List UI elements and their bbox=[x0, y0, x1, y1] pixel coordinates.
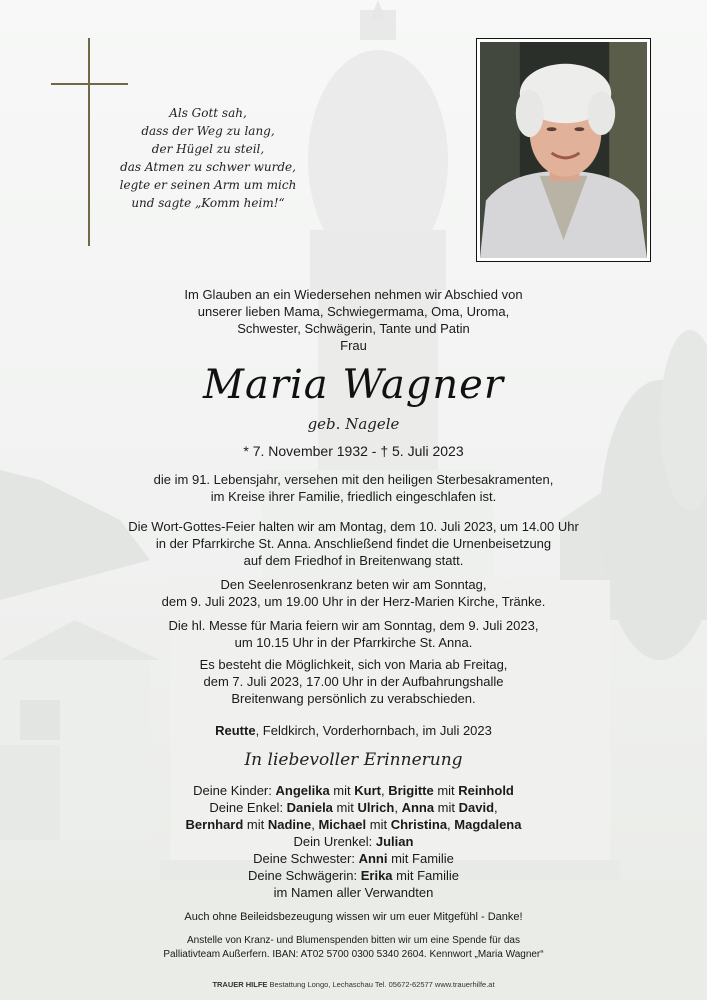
family-grandchildren-2 bbox=[0, 816, 707, 833]
family-sister bbox=[0, 850, 707, 867]
family-text: mit bbox=[366, 817, 391, 832]
intro-line: Schwester, Schwägerin, Tante und Patin bbox=[237, 321, 470, 336]
family-name: Kurt bbox=[354, 783, 381, 798]
place-date bbox=[0, 722, 707, 739]
passing-line: die im 91. Lebensjahr, versehen mit den heiligen Sterbesakramenten, bbox=[153, 472, 554, 487]
place-town: Reutte bbox=[215, 723, 256, 738]
family-text: mit Familie bbox=[392, 868, 459, 883]
family-text: , bbox=[394, 800, 402, 815]
footer-brand: TRAUER HILFE bbox=[212, 980, 268, 989]
place-rest: , Feldkirch, Vorderhornbach, im Juli 2023 bbox=[255, 723, 492, 738]
ceremony-line: in der Pfarrkirche St. Anna. Anschließend findet die Urnenbeisetzung bbox=[155, 536, 552, 551]
family-text: , bbox=[447, 817, 455, 832]
family-name: Nadine bbox=[267, 817, 312, 832]
family-grandchildren bbox=[0, 799, 707, 816]
poem-line: das Atmen zu schwer wurde, bbox=[120, 160, 296, 174]
family-children bbox=[0, 782, 707, 799]
family-name: Christina bbox=[390, 817, 448, 832]
ceremony-line: Die Wort-Gottes-Feier halten wir am Montag, dem 10. Juli 2023, um 14.00 Uhr bbox=[128, 519, 579, 534]
intro-line: unserer lieben Mama, Schwiegermama, Oma, Uroma, bbox=[197, 304, 510, 319]
family-sister-in-law bbox=[0, 867, 707, 884]
poem-line: der Hügel zu steil, bbox=[151, 142, 265, 156]
family-text: mit bbox=[433, 783, 459, 798]
rosary-line: Den Seelenrosenkranz beten wir am Sonntag, bbox=[220, 577, 487, 592]
farewell-line: Es besteht die Möglichkeit, sich von Maria ab Freitag, bbox=[199, 657, 508, 672]
rosary-line: dem 9. Juli 2023, um 19.00 Uhr in der Herz-Marien Kirche, Tränke. bbox=[161, 594, 546, 609]
intro-line: Im Glauben an ein Wiedersehen nehmen wir Abschied von bbox=[184, 287, 523, 302]
family-text: Deine Kinder: bbox=[193, 783, 276, 798]
family-great-grandchild bbox=[0, 833, 707, 850]
family-text: Deine Schwester: bbox=[253, 851, 359, 866]
memory-heading: In liebevoller Erinnerung bbox=[244, 750, 463, 770]
farewell-text bbox=[0, 656, 707, 707]
family-name: Reinhold bbox=[458, 783, 514, 798]
donation-line: Anstelle von Kranz- und Blumenspenden bitten wir um eine Spende für das bbox=[187, 935, 520, 946]
life-dates: * 7. November 1932 - † 5. Juli 2023 bbox=[243, 443, 464, 459]
portrait-photo bbox=[476, 38, 651, 262]
family-name: Julian bbox=[375, 834, 414, 849]
family-text: mit bbox=[332, 800, 358, 815]
family-text: Deine Enkel: bbox=[209, 800, 287, 815]
family-name: Ulrich bbox=[357, 800, 395, 815]
family-text: , bbox=[380, 783, 389, 798]
intro-frau: Frau bbox=[340, 338, 367, 353]
farewell-line: Breitenwang persönlich zu verabschieden. bbox=[231, 691, 476, 706]
family-name: Angelika bbox=[275, 783, 330, 798]
cross-icon-horizontal bbox=[51, 83, 128, 85]
farewell-line: dem 7. Juli 2023, 17.00 Uhr in der Aufbahrungshalle bbox=[203, 674, 504, 689]
footer bbox=[0, 980, 707, 990]
mass-line: um 10.15 Uhr in der Pfarrkirche St. Anna. bbox=[234, 635, 473, 650]
donation-text bbox=[0, 934, 707, 962]
intro-text bbox=[0, 286, 707, 354]
family-name: Daniela bbox=[286, 800, 333, 815]
donation-line: Palliativteam Außerfern. IBAN: AT02 5700 0300 5340 2604. Kennwort „Maria Wagner“ bbox=[163, 949, 544, 960]
family-text: mit bbox=[434, 800, 459, 815]
family-text: , bbox=[494, 800, 498, 815]
ceremony-line: auf dem Friedhof in Breitenwang statt. bbox=[243, 553, 464, 568]
family-name: Magdalena bbox=[454, 817, 522, 832]
family-text: mit bbox=[243, 817, 268, 832]
passing-text bbox=[0, 471, 707, 505]
portrait-image bbox=[480, 42, 647, 258]
thanks-text: Auch ohne Beileidsbezeugung wissen wir um euer Mitgefühl - Danke! bbox=[184, 911, 523, 923]
family-name: Erika bbox=[360, 868, 393, 883]
family-text: mit bbox=[329, 783, 355, 798]
cross-icon-vertical bbox=[88, 38, 90, 246]
ceremony-text bbox=[0, 518, 707, 569]
family-name: David bbox=[458, 800, 495, 815]
birth-name: geb. Nagele bbox=[307, 415, 400, 433]
family-name: Anni bbox=[358, 851, 388, 866]
deceased-name: Maria Wagner bbox=[203, 362, 504, 408]
family-name: Anna bbox=[401, 800, 435, 815]
family-name: Bernhard bbox=[185, 817, 244, 832]
family-text: Deine Schwägerin: bbox=[248, 868, 361, 883]
poem-line: legte er seinen Arm um mich bbox=[119, 178, 297, 192]
footer-contact: Bestattung Longo, Lechaschau Tel. 05672-62577 www.trauerhilfe.at bbox=[267, 980, 495, 989]
poem-line: und sagte „Komm heim!“ bbox=[131, 196, 285, 210]
family-text: Dein Urenkel: bbox=[293, 834, 376, 849]
poem bbox=[118, 104, 298, 212]
mass-text bbox=[0, 617, 707, 651]
family-list bbox=[0, 782, 707, 901]
passing-line: im Kreise ihrer Familie, friedlich eingeschlafen ist. bbox=[210, 489, 497, 504]
rosary-text bbox=[0, 576, 707, 610]
mass-line: Die hl. Messe für Maria feiern wir am Sonntag, dem 9. Juli 2023, bbox=[168, 618, 539, 633]
poem-line: Als Gott sah, bbox=[169, 106, 247, 120]
family-relatives: im Namen aller Verwandten bbox=[273, 885, 434, 900]
poem-line: dass der Weg zu lang, bbox=[141, 124, 275, 138]
family-text: , bbox=[311, 817, 319, 832]
family-name: Brigitte bbox=[388, 783, 434, 798]
family-name: Michael bbox=[318, 817, 367, 832]
family-text: mit Familie bbox=[387, 851, 454, 866]
